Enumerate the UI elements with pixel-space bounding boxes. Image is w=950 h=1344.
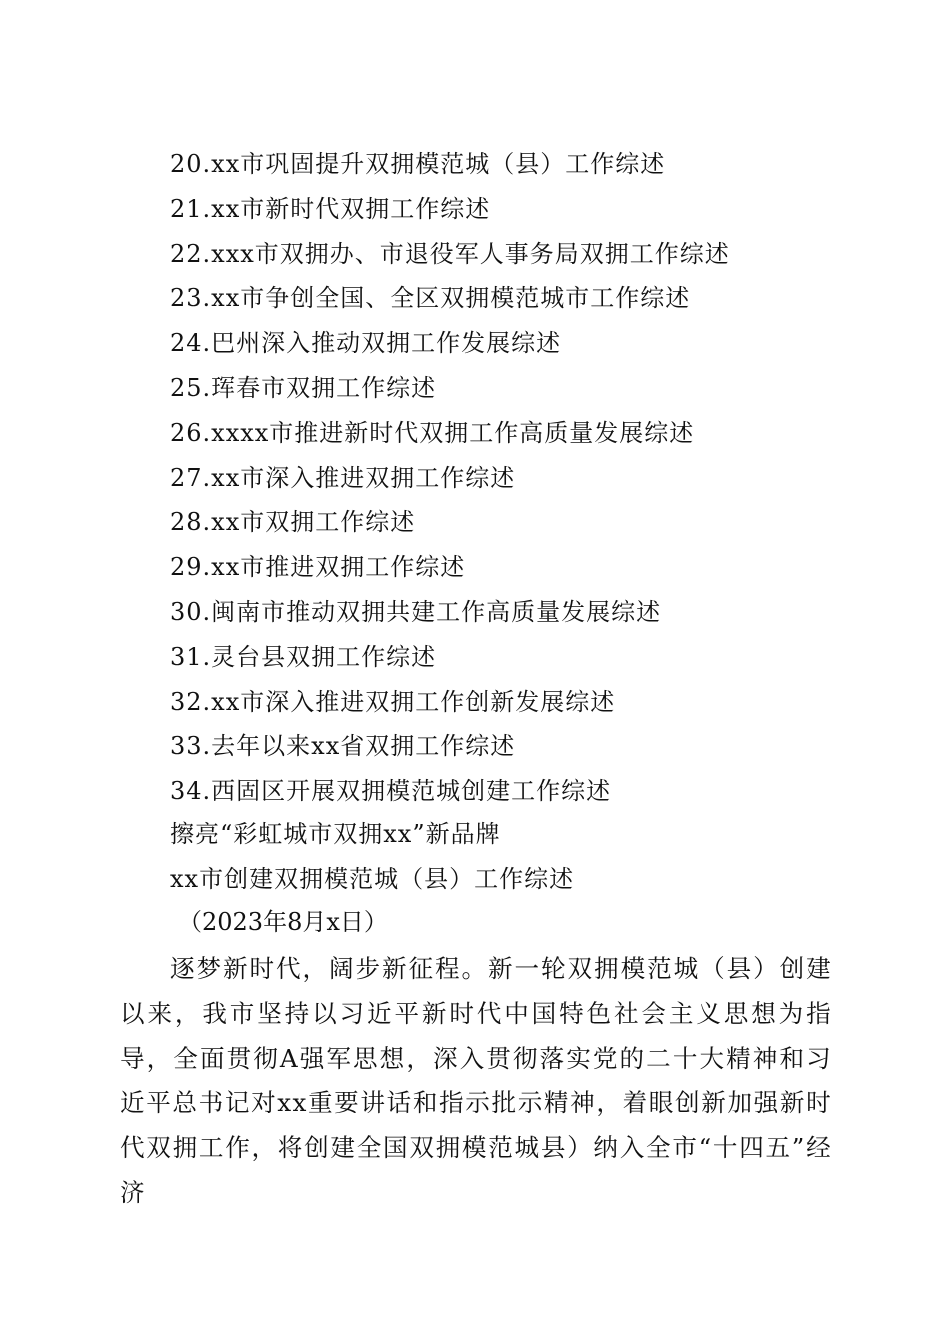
toc-item: 23.xx市争创全国、全区双拥模范城市工作综述 <box>170 284 691 313</box>
article-date: （2023年8月x日） <box>178 908 388 936</box>
article-title: xx市创建双拥模范城（县）工作综述 <box>170 864 575 893</box>
toc-item: 26.xxxx市推进新时代双拥工作高质量发展综述 <box>170 418 695 447</box>
toc-item: 32.xx市深入推进双拥工作创新发展综述 <box>170 687 616 716</box>
article-subtitle: 擦亮“彩虹城市双拥xx”新品牌 <box>170 820 501 848</box>
article-paragraph: 逐梦新时代，阔步新征程。新一轮双拥模范城（县）创建以来，我市坚持以习近平新时代中国特色社会主义思想为指导，全面贯彻A强军思想，深入贯彻落实党的二十大精神和习近平总书记对xx重要讲话和指示批示精神，着眼创新加强新时代双拥工作，将创建全国双拥模范城县）纳入全市“十四五”经济 <box>120 954 832 1207</box>
toc-item: 24.巴州深入推动双拥工作发展综述 <box>170 329 562 358</box>
toc-item: 30.闽南市推动双拥共建工作高质量发展综述 <box>170 597 662 626</box>
toc-item: 33.去年以来xx省双拥工作综述 <box>170 732 516 761</box>
toc-item: 22.xxx市双拥办、市退役军人事务局双拥工作综述 <box>170 239 730 268</box>
toc-item: 31.灵台县双拥工作综述 <box>170 642 437 671</box>
toc-item: 27.xx市深入推进双拥工作综述 <box>170 463 516 492</box>
toc-item: 34.西固区开展双拥模范城创建工作综述 <box>170 777 612 806</box>
toc-item: 21.xx市新时代双拥工作综述 <box>170 194 491 223</box>
toc-item: 28.xx市双拥工作综述 <box>170 508 416 537</box>
toc-item: 20.xx市巩固提升双拥模范城（县）工作综述 <box>170 150 666 178</box>
toc-item: 25.珲春市双拥工作综述 <box>170 373 437 402</box>
table-of-contents <box>170 142 870 814</box>
article-heading <box>170 812 870 902</box>
toc-item: 29.xx市推进双拥工作综述 <box>170 553 466 582</box>
